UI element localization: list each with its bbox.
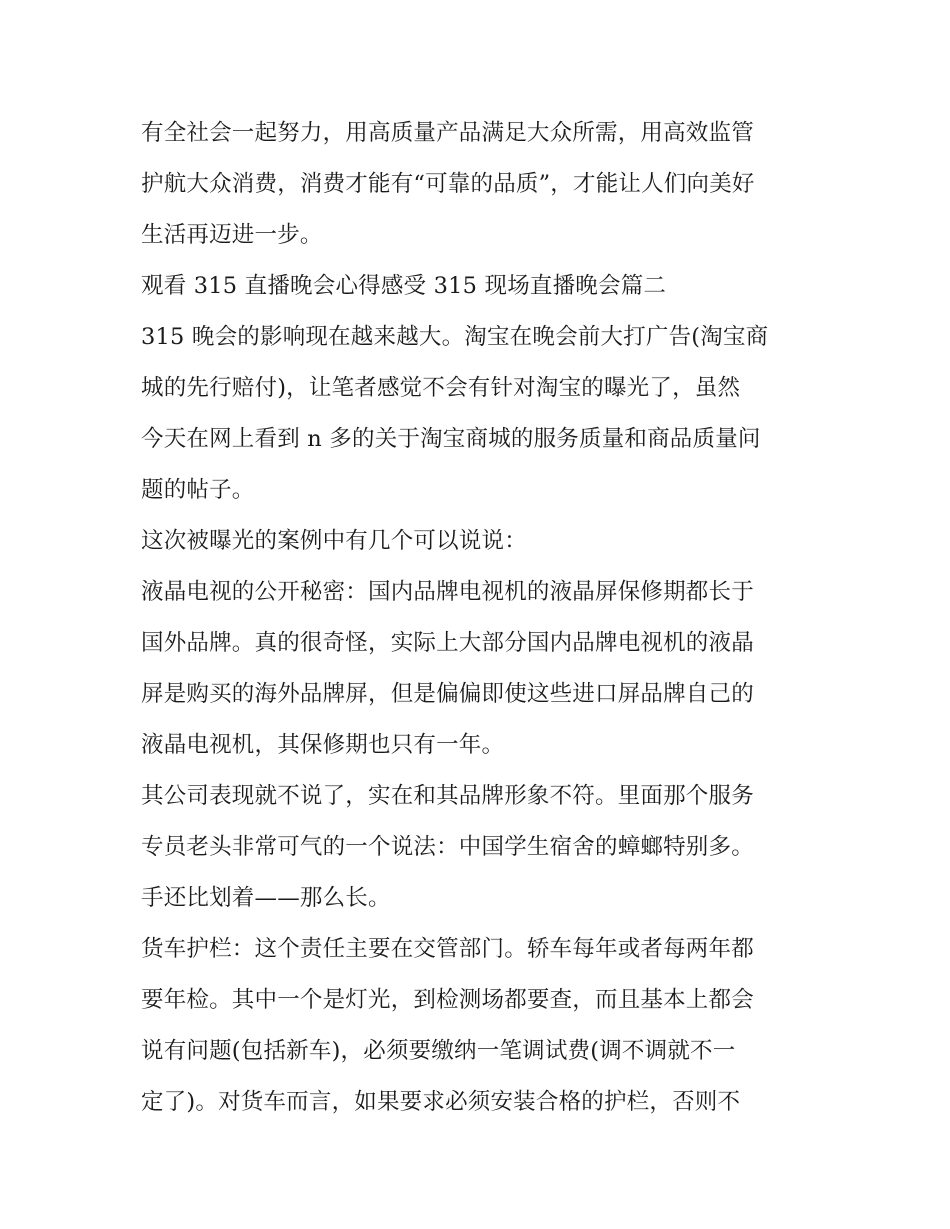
section-heading: 观看 315 直播晚会心得感受 315 现场直播晚会篇二 (141, 273, 667, 299)
text-line: 这次被曝光的案例中有几个可以说说： (141, 528, 527, 554)
body-text (141, 108, 821, 1128)
text-line: 定了)。对货车而言，如果要求必须安装合格的护栏，否则不 (141, 1089, 741, 1115)
text-line: 货车护栏：这个责任主要在交管部门。轿车每年或者每两年都 (141, 936, 754, 962)
text-line: 今天在网上看到 n 多的关于淘宝商城的服务质量和商品质量问 (141, 426, 761, 452)
text-line: 其公司表现就不说了，实在和其品牌形象不符。里面那个服务 (141, 783, 754, 809)
text-line: 专员老头非常可气的一个说法：中国学生宿舍的蟑螂特别多。 (141, 834, 754, 860)
text-line: 要年检。其中一个是灯光，到检测场都要查，而且基本上都会 (141, 987, 754, 1013)
text-line: 城的先行赔付)，让笔者感觉不会有针对淘宝的曝光了，虽然 (141, 375, 741, 401)
text-line: 护航大众消费，消费才能有“可靠的品质”，才能让人们向美好 (141, 171, 755, 197)
text-line: 说有问题(包括新车)，必须要缴纳一笔调试费(调不调就不一 (141, 1038, 736, 1064)
text-line: 有全社会一起努力，用高质量产品满足大众所需，用高效监管 (141, 120, 754, 146)
text-line: 题的帖子。 (141, 477, 255, 503)
text-line: 屏是购买的海外品牌屏，但是偏偏即使这些进口屏品牌自己的 (141, 681, 754, 707)
text-line: 生活再迈进一步。 (141, 222, 323, 248)
text-line: 手还比划着——那么长。 (141, 885, 391, 911)
text-line: 国外品牌。真的很奇怪，实际上大部分国内品牌电视机的液晶 (141, 630, 754, 656)
text-line: 液晶电视机，其保修期也只有一年。 (141, 732, 505, 758)
text-line: 液晶电视的公开秘密：国内品牌电视机的液晶屏保修期都长于 (141, 579, 754, 605)
text-line: 315 晚会的影响现在越来越大。淘宝在晚会前大打广告(淘宝商 (141, 324, 769, 350)
